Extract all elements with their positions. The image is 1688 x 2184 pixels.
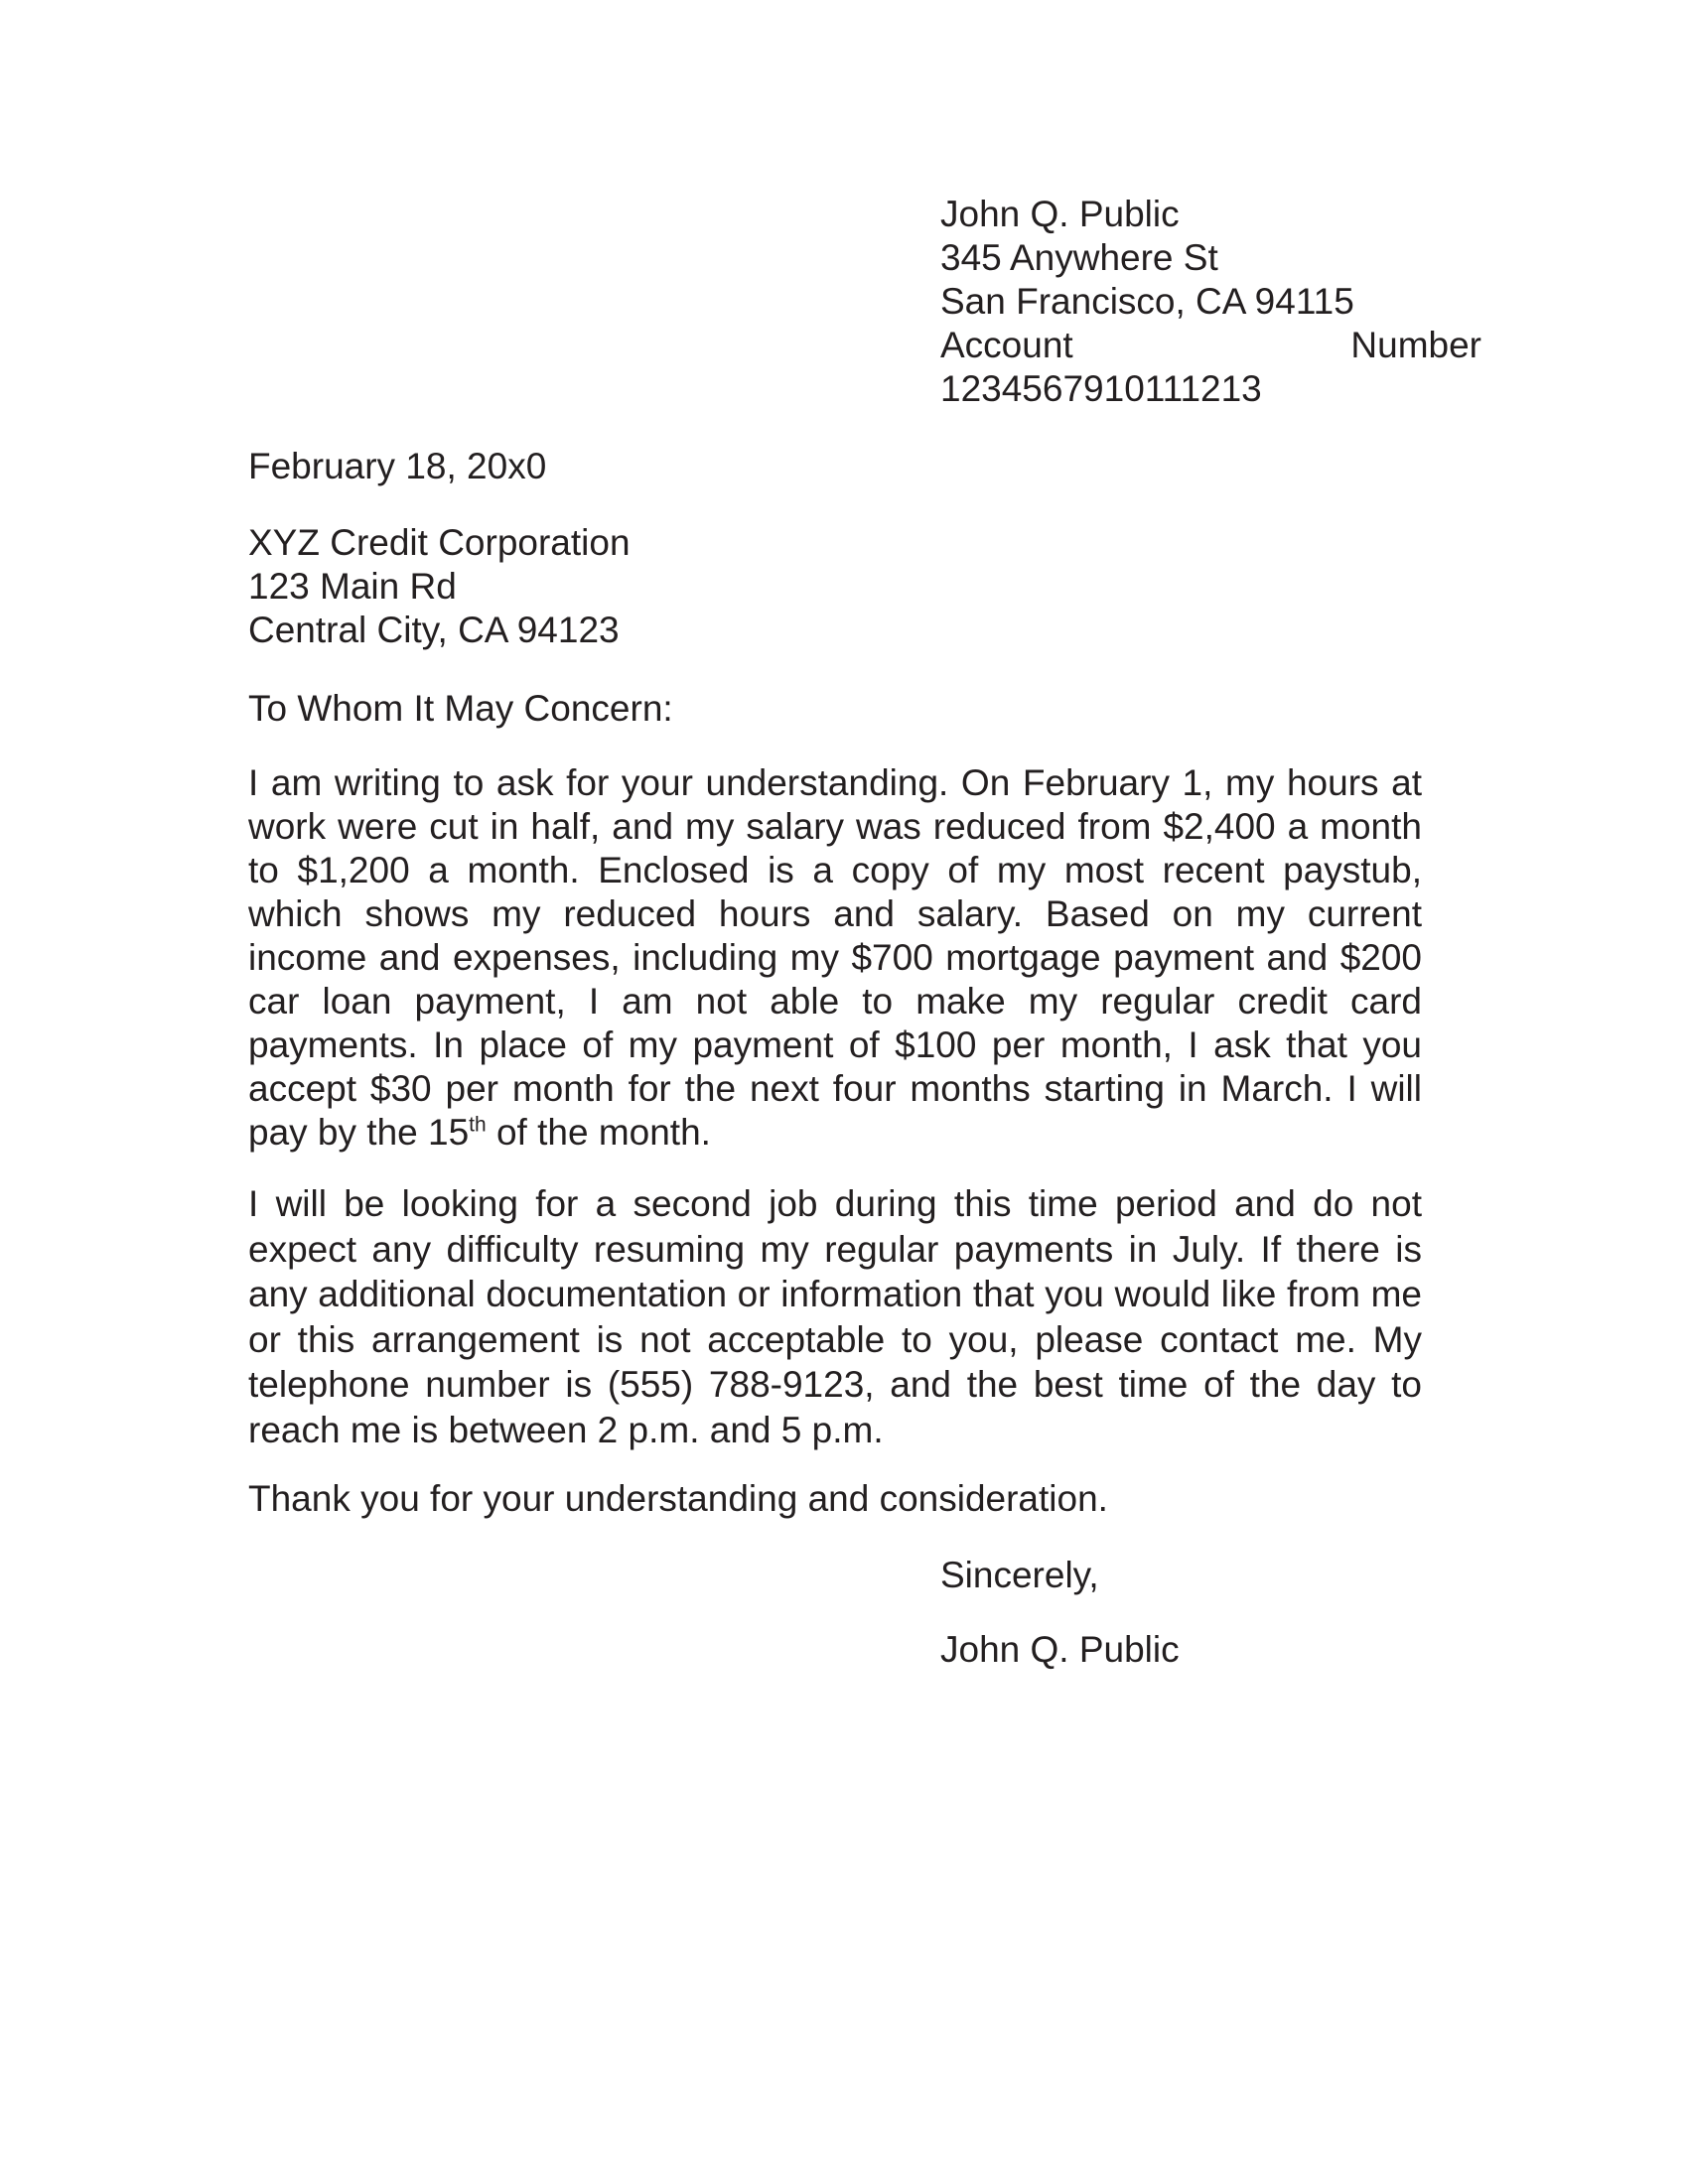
body-paragraph-1 <box>248 761 1422 1155</box>
account-number-value: 1234567910111213 <box>940 368 1262 409</box>
recipient-street: 123 Main Rd <box>248 566 457 607</box>
body-paragraph-1-end: of the month. <box>486 1112 711 1153</box>
recipient-city-line: Central City, CA 94123 <box>248 610 620 650</box>
closing: Sincerely, <box>940 1555 1099 1595</box>
body-paragraph-1-text: I am writing to ask for your understanding. On February 1, my hours at work were cut in half, and my salary was reduced from $2,400 a month to $1,200 a month. Enclosed is a copy of my most recent paystub, which shows my reduced hours and salary. Based on my current income and expenses, including my $700 mortgage payment and $200 car loan payment, I am not able to make my regular credit card payments. In place of my payment of $100 per month, I ask that you accept $30 per month for the next four months starting in March. I will pay by the 15 <box>248 762 1422 1153</box>
signature-name: John Q. Public <box>940 1629 1180 1670</box>
sender-street: 345 Anywhere St <box>940 237 1218 278</box>
ordinal-suffix: th <box>469 1113 487 1137</box>
body-paragraph-2: I will be looking for a second job during this time period and do not expect any difficulty resuming my regular payments in July. If there is any additional documentation or information that you would like from me or this arrangement is not acceptable to you, please contact me. My telephone number is (555) 788-9123, and the best time of the day to reach me is between 2 p.m. and 5 p.m. <box>248 1183 1422 1450</box>
letter-date: February 18, 20x0 <box>248 446 547 486</box>
sender-city-line: San Francisco, CA 94115 <box>940 281 1354 322</box>
thank-you-line: Thank you for your understanding and consideration. <box>248 1478 1108 1519</box>
account-number-label <box>940 324 1481 367</box>
salutation: To Whom It May Concern: <box>248 688 673 729</box>
recipient-address-block <box>248 521 631 652</box>
sender-name: John Q. Public <box>940 194 1180 234</box>
sender-address-block <box>940 193 1486 411</box>
account-label-word-account: Account <box>940 325 1073 365</box>
account-label-word-number: Number <box>1350 325 1481 365</box>
recipient-name: XYZ Credit Corporation <box>248 522 631 563</box>
